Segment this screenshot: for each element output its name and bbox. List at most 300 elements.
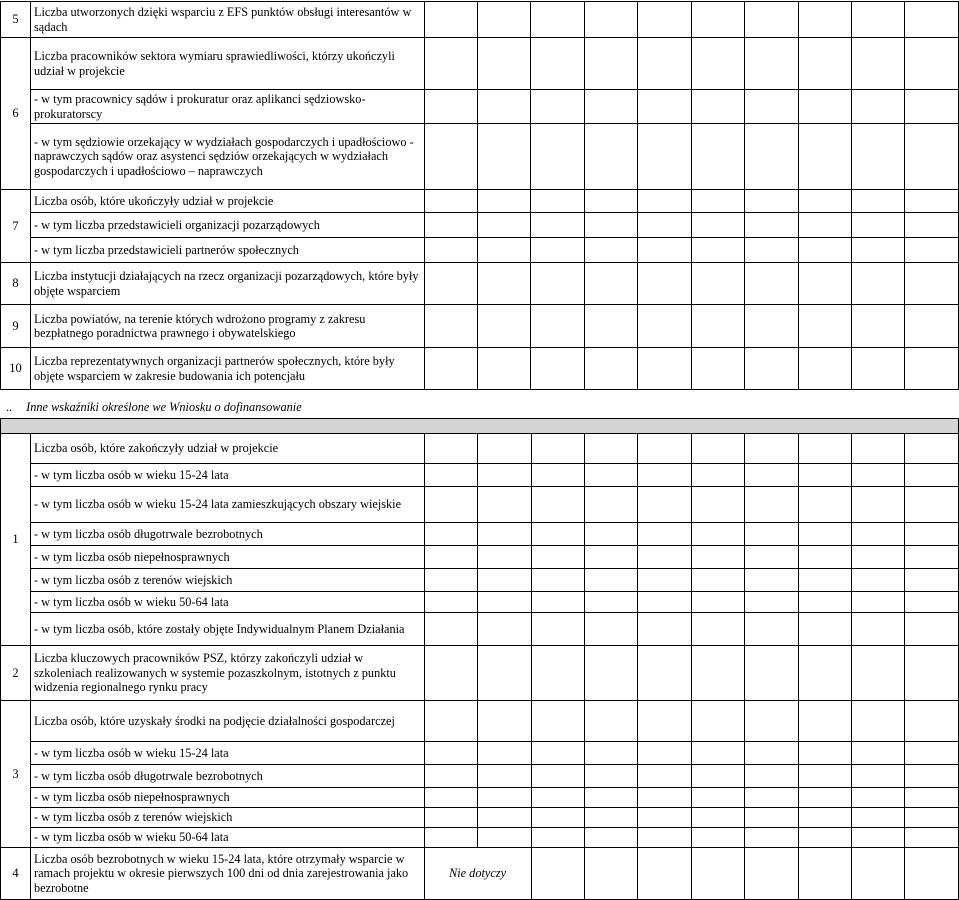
value-cell[interactable] <box>905 90 959 124</box>
footnote <box>6 400 302 415</box>
value-cell[interactable] <box>638 523 691 546</box>
value-cell[interactable] <box>691 238 744 263</box>
value-cell[interactable] <box>478 808 531 828</box>
value-cell[interactable] <box>638 434 691 464</box>
value-cell[interactable] <box>424 592 477 613</box>
value-cell[interactable] <box>798 742 851 765</box>
value-cell[interactable] <box>852 613 905 646</box>
value-cell[interactable] <box>905 523 959 546</box>
value-cell[interactable] <box>691 434 744 464</box>
value-cell[interactable] <box>424 90 477 124</box>
value-cell[interactable] <box>478 238 531 263</box>
value-cell[interactable] <box>798 646 851 701</box>
table-row <box>1 90 959 124</box>
value-cell[interactable] <box>531 213 584 238</box>
value-cell[interactable] <box>691 348 744 390</box>
value-cell[interactable] <box>691 263 744 305</box>
value-cell[interactable] <box>691 848 744 900</box>
table-row <box>1 124 959 190</box>
value-cell[interactable] <box>691 828 744 848</box>
indicator-label: - w tym liczba osób długotrwale bezrobotnych <box>30 765 424 788</box>
value-cell[interactable] <box>798 808 851 828</box>
table-row <box>1 464 959 487</box>
value-cell[interactable] <box>478 464 531 487</box>
value-cell[interactable] <box>531 190 584 213</box>
value-cell[interactable] <box>638 788 691 808</box>
value-cell[interactable] <box>852 808 905 828</box>
value-cell[interactable] <box>531 701 584 742</box>
value-cell[interactable] <box>852 546 905 569</box>
value-cell[interactable] <box>852 828 905 848</box>
value-cell[interactable] <box>531 742 584 765</box>
value-cell[interactable] <box>905 765 959 788</box>
indicator-label: Liczba pracowników sektora wymiaru sprawiedliwości, którzy ukończyli udział w projekcie <box>30 38 424 90</box>
value-cell[interactable] <box>424 213 477 238</box>
row-number: 8 <box>1 263 31 305</box>
table-row <box>1 546 959 569</box>
value-cell[interactable] <box>638 348 691 390</box>
indicator-table-1 <box>0 1 959 390</box>
value-cell[interactable] <box>478 487 531 523</box>
value-cell[interactable] <box>638 305 691 348</box>
value-cell[interactable] <box>905 701 959 742</box>
value-cell[interactable] <box>478 348 531 390</box>
value-cell[interactable] <box>691 569 744 592</box>
value-cell[interactable] <box>691 646 744 701</box>
indicator-label: - w tym liczba osób, które zostały objęte Indywidualnym Planem Działania <box>30 613 424 646</box>
table-row <box>1 701 959 742</box>
value-cell[interactable] <box>638 464 691 487</box>
value-cell[interactable] <box>424 788 477 808</box>
value-cell[interactable] <box>638 546 691 569</box>
value-cell[interactable] <box>745 238 798 263</box>
value-cell[interactable] <box>638 238 691 263</box>
value-cell[interactable] <box>905 848 959 900</box>
row-number: 3 <box>1 701 31 848</box>
value-cell[interactable] <box>531 487 584 523</box>
value-cell[interactable] <box>798 190 851 213</box>
value-cell[interactable] <box>531 788 584 808</box>
value-cell[interactable] <box>638 190 691 213</box>
value-cell[interactable] <box>745 348 798 390</box>
value-cell[interactable] <box>584 569 637 592</box>
value-cell[interactable] <box>905 348 959 390</box>
value-cell[interactable] <box>745 613 798 646</box>
indicator-label: - w tym liczba osób niepełnosprawnych <box>30 546 424 569</box>
value-cell[interactable] <box>531 124 584 190</box>
value-cell[interactable] <box>798 90 851 124</box>
value-cell[interactable] <box>745 569 798 592</box>
value-cell[interactable] <box>745 124 798 190</box>
value-cell[interactable] <box>691 38 744 90</box>
value-cell[interactable] <box>638 2 691 38</box>
value-cell[interactable] <box>531 569 584 592</box>
value-cell[interactable] <box>905 464 959 487</box>
value-cell[interactable] <box>531 592 584 613</box>
indicator-label: - w tym liczba osób długotrwale bezrobotnych <box>30 523 424 546</box>
value-cell[interactable] <box>745 263 798 305</box>
value-cell[interactable] <box>798 124 851 190</box>
value-cell[interactable] <box>424 38 477 90</box>
value-cell[interactable] <box>584 434 637 464</box>
value-cell[interactable] <box>691 464 744 487</box>
value-cell[interactable] <box>691 765 744 788</box>
value-cell[interactable] <box>584 592 637 613</box>
value-cell[interactable] <box>745 765 798 788</box>
indicator-label: Liczba kluczowych pracowników PSZ, którzy zakończyli udział w szkoleniach realizowanych w systemie pozaszkolnym, istotnych z punktu widzenia regionalnego rynku pracy <box>30 646 424 701</box>
value-cell[interactable] <box>478 646 531 701</box>
value-cell[interactable] <box>798 592 851 613</box>
value-cell[interactable] <box>905 263 959 305</box>
value-cell[interactable] <box>638 848 691 900</box>
value-cell[interactable] <box>638 613 691 646</box>
value-cell[interactable] <box>638 90 691 124</box>
value-cell[interactable] <box>745 742 798 765</box>
value-cell[interactable] <box>478 190 531 213</box>
value-cell[interactable] <box>424 464 477 487</box>
value-cell[interactable] <box>851 238 904 263</box>
value-cell[interactable] <box>424 742 477 765</box>
value-cell[interactable] <box>531 828 584 848</box>
value-cell[interactable] <box>584 828 637 848</box>
value-cell[interactable] <box>478 523 531 546</box>
value-cell[interactable] <box>798 828 851 848</box>
value-cell[interactable] <box>424 523 477 546</box>
value-cell[interactable] <box>424 2 477 38</box>
value-cell[interactable] <box>745 808 798 828</box>
value-cell[interactable] <box>478 765 531 788</box>
value-cell[interactable] <box>691 190 744 213</box>
value-cell[interactable] <box>905 38 959 90</box>
value-cell[interactable] <box>905 213 959 238</box>
value-cell[interactable] <box>478 742 531 765</box>
value-cell[interactable] <box>584 765 637 788</box>
value-cell[interactable] <box>745 592 798 613</box>
value-cell[interactable] <box>424 569 477 592</box>
value-cell[interactable] <box>798 305 851 348</box>
value-cell[interactable] <box>852 569 905 592</box>
value-cell[interactable] <box>691 613 744 646</box>
value-cell[interactable] <box>531 263 584 305</box>
value-cell[interactable] <box>852 765 905 788</box>
value-cell[interactable] <box>584 38 637 90</box>
value-cell[interactable] <box>905 124 959 190</box>
value-cell[interactable] <box>851 213 904 238</box>
value-cell[interactable] <box>531 523 584 546</box>
value-cell[interactable] <box>478 613 531 646</box>
value-cell[interactable] <box>745 788 798 808</box>
value-cell[interactable] <box>584 213 637 238</box>
value-cell[interactable] <box>798 701 851 742</box>
table-row <box>1 646 959 701</box>
value-cell[interactable] <box>478 569 531 592</box>
value-cell[interactable] <box>745 828 798 848</box>
value-cell[interactable] <box>478 2 531 38</box>
row-number: 9 <box>1 305 31 348</box>
value-cell[interactable] <box>905 742 959 765</box>
value-cell[interactable] <box>531 848 584 900</box>
indicator-label: - w tym liczba osób z terenów wiejskich <box>30 808 424 828</box>
value-cell[interactable] <box>531 90 584 124</box>
value-cell[interactable] <box>905 487 959 523</box>
value-cell[interactable] <box>638 828 691 848</box>
table-row <box>1 190 959 213</box>
value-cell[interactable] <box>691 701 744 742</box>
value-cell[interactable] <box>691 788 744 808</box>
value-cell[interactable] <box>478 434 531 464</box>
value-cell[interactable] <box>852 523 905 546</box>
value-cell[interactable] <box>852 464 905 487</box>
value-cell[interactable] <box>852 487 905 523</box>
value-cell[interactable] <box>691 124 744 190</box>
value-cell[interactable] <box>478 701 531 742</box>
value-cell[interactable] <box>691 742 744 765</box>
value-cell[interactable] <box>584 90 637 124</box>
value-cell[interactable] <box>478 213 531 238</box>
value-cell[interactable] <box>798 434 851 464</box>
value-cell[interactable] <box>584 124 637 190</box>
value-cell[interactable] <box>798 263 851 305</box>
value-cell[interactable] <box>584 808 637 828</box>
indicator-label: - w tym liczba osób z terenów wiejskich <box>30 569 424 592</box>
value-cell[interactable] <box>852 742 905 765</box>
value-cell[interactable] <box>905 569 959 592</box>
indicator-label: - w tym sędziowie orzekający w wydziałach gospodarczych i upadłościowo - naprawczych sądów oraz asystenci sędziów orzekających w wydziałach gospodarczych i upadłościowo – naprawczych <box>30 124 424 190</box>
value-cell[interactable] <box>424 646 477 701</box>
value-cell[interactable] <box>691 305 744 348</box>
value-cell[interactable] <box>745 701 798 742</box>
value-cell[interactable] <box>478 90 531 124</box>
value-cell[interactable] <box>852 592 905 613</box>
value-cell[interactable] <box>638 213 691 238</box>
value-cell[interactable] <box>584 2 637 38</box>
value-cell[interactable] <box>424 190 477 213</box>
value-cell[interactable] <box>798 765 851 788</box>
value-cell[interactable] <box>852 701 905 742</box>
value-cell[interactable] <box>798 788 851 808</box>
value-cell[interactable] <box>691 213 744 238</box>
value-cell[interactable] <box>478 592 531 613</box>
value-cell[interactable] <box>584 701 637 742</box>
value-cell[interactable] <box>905 190 959 213</box>
value-cell[interactable] <box>798 2 851 38</box>
value-cell[interactable] <box>584 305 637 348</box>
value-cell[interactable] <box>638 38 691 90</box>
value-cell[interactable] <box>638 592 691 613</box>
value-cell[interactable] <box>584 190 637 213</box>
indicator-label: - w tym liczba osób w wieku 50-64 lata <box>30 828 424 848</box>
indicator-label: - w tym liczba przedstawicieli organizacji pozarządowych <box>30 213 424 238</box>
value-cell[interactable] <box>798 613 851 646</box>
table-row <box>1 213 959 238</box>
value-cell[interactable] <box>584 848 637 900</box>
value-cell[interactable] <box>424 124 477 190</box>
value-cell[interactable] <box>531 305 584 348</box>
value-cell[interactable] <box>584 263 637 305</box>
value-cell[interactable] <box>851 124 904 190</box>
value-cell[interactable] <box>584 646 637 701</box>
value-cell[interactable] <box>905 613 959 646</box>
value-cell[interactable] <box>531 546 584 569</box>
table-row <box>1 613 959 646</box>
value-cell[interactable] <box>584 788 637 808</box>
value-cell[interactable] <box>851 348 904 390</box>
value-cell[interactable] <box>745 38 798 90</box>
value-cell[interactable] <box>798 464 851 487</box>
indicator-label: Liczba osób, które ukończyły udział w projekcie <box>30 190 424 213</box>
value-cell[interactable] <box>424 808 477 828</box>
value-cell[interactable] <box>798 348 851 390</box>
value-cell[interactable] <box>478 263 531 305</box>
value-cell[interactable] <box>745 464 798 487</box>
value-cell[interactable] <box>851 2 904 38</box>
table-row <box>1 742 959 765</box>
value-cell[interactable] <box>478 38 531 90</box>
row-number: 7 <box>1 190 31 263</box>
value-cell[interactable] <box>851 305 904 348</box>
value-cell[interactable] <box>745 546 798 569</box>
value-cell[interactable] <box>584 523 637 546</box>
value-cell[interactable] <box>852 848 905 900</box>
value-cell[interactable] <box>691 90 744 124</box>
value-cell[interactable] <box>638 263 691 305</box>
value-cell[interactable] <box>638 742 691 765</box>
value-cell[interactable] <box>745 434 798 464</box>
value-cell[interactable] <box>798 213 851 238</box>
value-cell[interactable] <box>584 487 637 523</box>
value-cell[interactable] <box>531 38 584 90</box>
value-cell[interactable] <box>478 124 531 190</box>
table-row <box>1 434 959 464</box>
value-cell[interactable] <box>424 613 477 646</box>
value-cell[interactable] <box>905 646 959 701</box>
value-cell[interactable] <box>638 765 691 788</box>
table-row <box>1 788 959 808</box>
value-cell[interactable] <box>531 238 584 263</box>
value-cell[interactable] <box>691 808 744 828</box>
indicator-label: Liczba osób bezrobotnych w wieku 15-24 lata, które otrzymały wsparcie w ramach projektu w okresie pierwszych 100 dni od dnia zarejestrowania jako bezrobotne <box>30 848 424 900</box>
value-cell[interactable] <box>424 434 477 464</box>
value-cell[interactable] <box>478 305 531 348</box>
value-cell[interactable] <box>798 523 851 546</box>
value-cell[interactable] <box>531 464 584 487</box>
value-cell[interactable] <box>852 646 905 701</box>
value-cell[interactable] <box>691 2 744 38</box>
value-cell[interactable] <box>424 828 477 848</box>
value-cell[interactable] <box>691 523 744 546</box>
value-cell[interactable] <box>424 701 477 742</box>
indicator-label: Liczba powiatów, na terenie których wdrożono programy z zakresu bezpłatnego poradnictwa prawnego i obywatelskiego <box>30 305 424 348</box>
value-cell[interactable] <box>745 305 798 348</box>
indicator-table-2 <box>0 418 959 900</box>
value-cell[interactable] <box>798 38 851 90</box>
value-cell[interactable] <box>424 487 477 523</box>
value-cell[interactable] <box>852 434 905 464</box>
table-row <box>1 305 959 348</box>
value-cell[interactable] <box>584 464 637 487</box>
value-cell[interactable] <box>905 434 959 464</box>
value-cell[interactable] <box>691 487 744 523</box>
value-cell[interactable] <box>531 765 584 788</box>
value-cell[interactable] <box>478 546 531 569</box>
value-cell[interactable] <box>745 848 798 900</box>
value-cell[interactable] <box>531 808 584 828</box>
value-cell[interactable] <box>905 592 959 613</box>
value-cell[interactable] <box>531 613 584 646</box>
value-cell[interactable] <box>531 2 584 38</box>
value-cell[interactable] <box>905 546 959 569</box>
value-cell[interactable] <box>905 808 959 828</box>
value-cell[interactable] <box>905 828 959 848</box>
value-cell[interactable] <box>745 487 798 523</box>
value-cell[interactable] <box>584 742 637 765</box>
value-cell[interactable] <box>584 613 637 646</box>
table-row <box>1 569 959 592</box>
value-cell[interactable] <box>798 487 851 523</box>
value-cell[interactable] <box>531 434 584 464</box>
row-number: 6 <box>1 38 31 190</box>
value-cell[interactable] <box>691 592 744 613</box>
value-cell[interactable] <box>638 124 691 190</box>
value-cell[interactable] <box>584 238 637 263</box>
value-cell[interactable] <box>424 765 477 788</box>
value-cell[interactable] <box>798 848 851 900</box>
value-cell[interactable] <box>424 348 477 390</box>
value-cell[interactable] <box>851 38 904 90</box>
table-row <box>1 828 959 848</box>
value-cell[interactable] <box>851 263 904 305</box>
table-row <box>1 808 959 828</box>
value-cell[interactable] <box>584 348 637 390</box>
value-cell[interactable] <box>638 646 691 701</box>
indicator-label: - w tym liczba osób w wieku 15-24 lata <box>30 464 424 487</box>
value-cell[interactable] <box>905 238 959 263</box>
table-row <box>1 487 959 523</box>
value-cell[interactable] <box>584 546 637 569</box>
value-cell[interactable] <box>852 788 905 808</box>
value-cell[interactable] <box>745 523 798 546</box>
value-cell[interactable] <box>745 190 798 213</box>
value-cell[interactable] <box>745 90 798 124</box>
value-cell[interactable] <box>531 348 584 390</box>
value-cell[interactable] <box>851 90 904 124</box>
value-cell[interactable] <box>638 487 691 523</box>
value-cell[interactable] <box>424 263 477 305</box>
value-cell[interactable] <box>851 190 904 213</box>
value-cell[interactable] <box>424 546 477 569</box>
value-cell[interactable] <box>638 569 691 592</box>
value-cell[interactable] <box>424 305 477 348</box>
table-row <box>1 238 959 263</box>
value-cell[interactable] <box>798 546 851 569</box>
value-cell[interactable] <box>638 808 691 828</box>
value-cell[interactable] <box>424 238 477 263</box>
value-cell[interactable] <box>798 238 851 263</box>
value-cell[interactable] <box>638 701 691 742</box>
value-cell[interactable] <box>905 2 959 38</box>
value-cell[interactable] <box>798 569 851 592</box>
table-row <box>1 348 959 390</box>
value-cell[interactable] <box>478 788 531 808</box>
value-cell[interactable] <box>691 546 744 569</box>
value-cell[interactable] <box>745 213 798 238</box>
value-cell[interactable] <box>531 646 584 701</box>
value-cell[interactable] <box>478 828 531 848</box>
value-cell[interactable] <box>905 788 959 808</box>
value-cell[interactable] <box>745 2 798 38</box>
value-cell[interactable] <box>745 646 798 701</box>
value-cell[interactable] <box>905 305 959 348</box>
